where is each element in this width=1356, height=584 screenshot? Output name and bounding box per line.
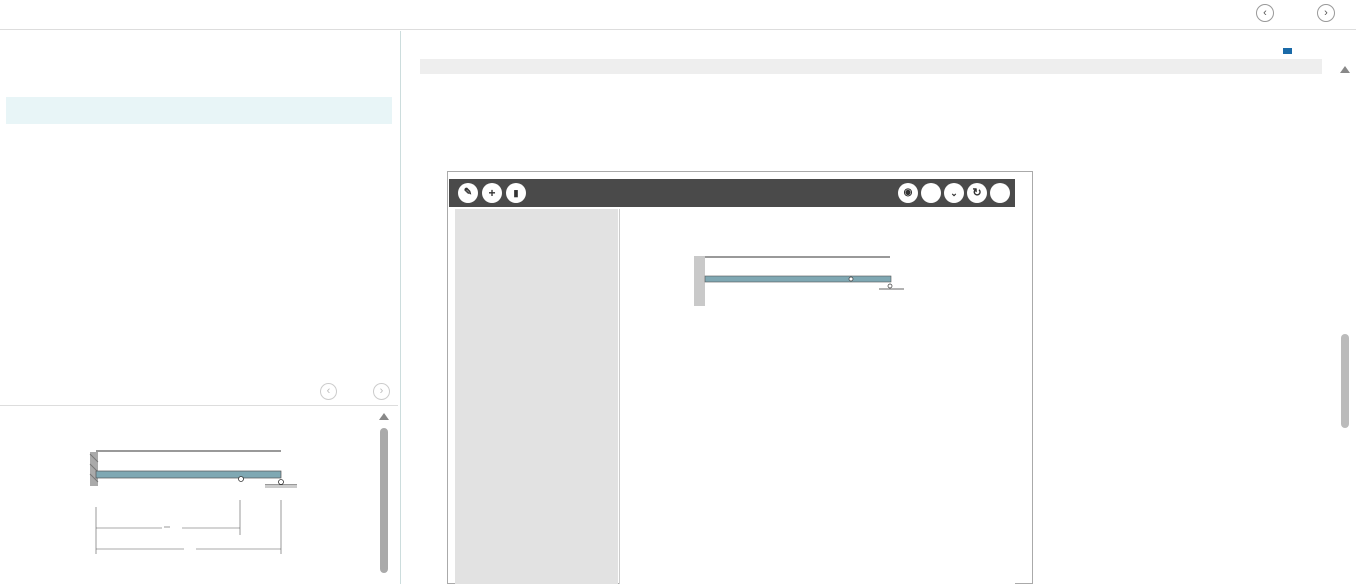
review-link[interactable] bbox=[1283, 45, 1295, 55]
problem-intro bbox=[6, 97, 392, 124]
tool-roller-c bbox=[888, 284, 892, 288]
dropdown-icon: ⌄ bbox=[950, 188, 958, 198]
divider bbox=[0, 405, 398, 406]
add-vertical-line-icon: ✎ bbox=[463, 187, 473, 198]
add-vertical-line-button[interactable] bbox=[458, 183, 478, 203]
help-button[interactable] bbox=[990, 183, 1010, 203]
tool-wall-support bbox=[694, 256, 705, 306]
beam bbox=[96, 471, 281, 478]
dropdown-button[interactable] bbox=[944, 183, 964, 203]
instruction-header-band bbox=[420, 59, 1322, 74]
beam-figure bbox=[85, 440, 300, 555]
figure-next-button[interactable] bbox=[373, 383, 390, 400]
add-segment-button[interactable] bbox=[482, 183, 502, 203]
book-icon bbox=[1283, 48, 1292, 54]
shear-grid-chart[interactable] bbox=[680, 325, 940, 550]
ground-hatch bbox=[265, 485, 297, 488]
page-scrollbar[interactable] bbox=[1341, 334, 1349, 428]
delete-button[interactable] bbox=[506, 183, 526, 203]
delete-icon: ▮ bbox=[513, 188, 519, 198]
add-segment-icon: + bbox=[488, 186, 496, 200]
chevron-left-icon: ‹ bbox=[1263, 7, 1267, 19]
figure-prev-button[interactable] bbox=[320, 383, 337, 400]
hint-button[interactable] bbox=[898, 183, 918, 203]
scroll-up-icon[interactable] bbox=[379, 413, 389, 420]
top-bar bbox=[0, 0, 1356, 30]
chevron-right-icon: › bbox=[379, 385, 384, 397]
wall-support-a bbox=[90, 452, 98, 486]
tool-pin-b bbox=[849, 277, 853, 281]
tool-beam-figure bbox=[694, 244, 909, 306]
info-button[interactable] bbox=[921, 183, 941, 203]
pin-b bbox=[239, 477, 244, 482]
instructions bbox=[446, 82, 1326, 88]
hint-icon: ◉ bbox=[903, 187, 913, 198]
properties-panel bbox=[455, 209, 618, 584]
chevron-right-icon: › bbox=[1324, 7, 1328, 19]
figure-scrollbar[interactable] bbox=[380, 428, 388, 573]
next-problem-button[interactable] bbox=[1317, 4, 1335, 22]
tool-beam bbox=[705, 276, 891, 282]
prev-problem-button[interactable] bbox=[1256, 4, 1274, 22]
reset-button[interactable] bbox=[967, 183, 987, 203]
chevron-left-icon: ‹ bbox=[326, 385, 331, 397]
roller-c bbox=[279, 480, 284, 485]
page-scroll-up-icon[interactable] bbox=[1340, 66, 1350, 73]
reset-icon: ↻ bbox=[972, 187, 982, 199]
